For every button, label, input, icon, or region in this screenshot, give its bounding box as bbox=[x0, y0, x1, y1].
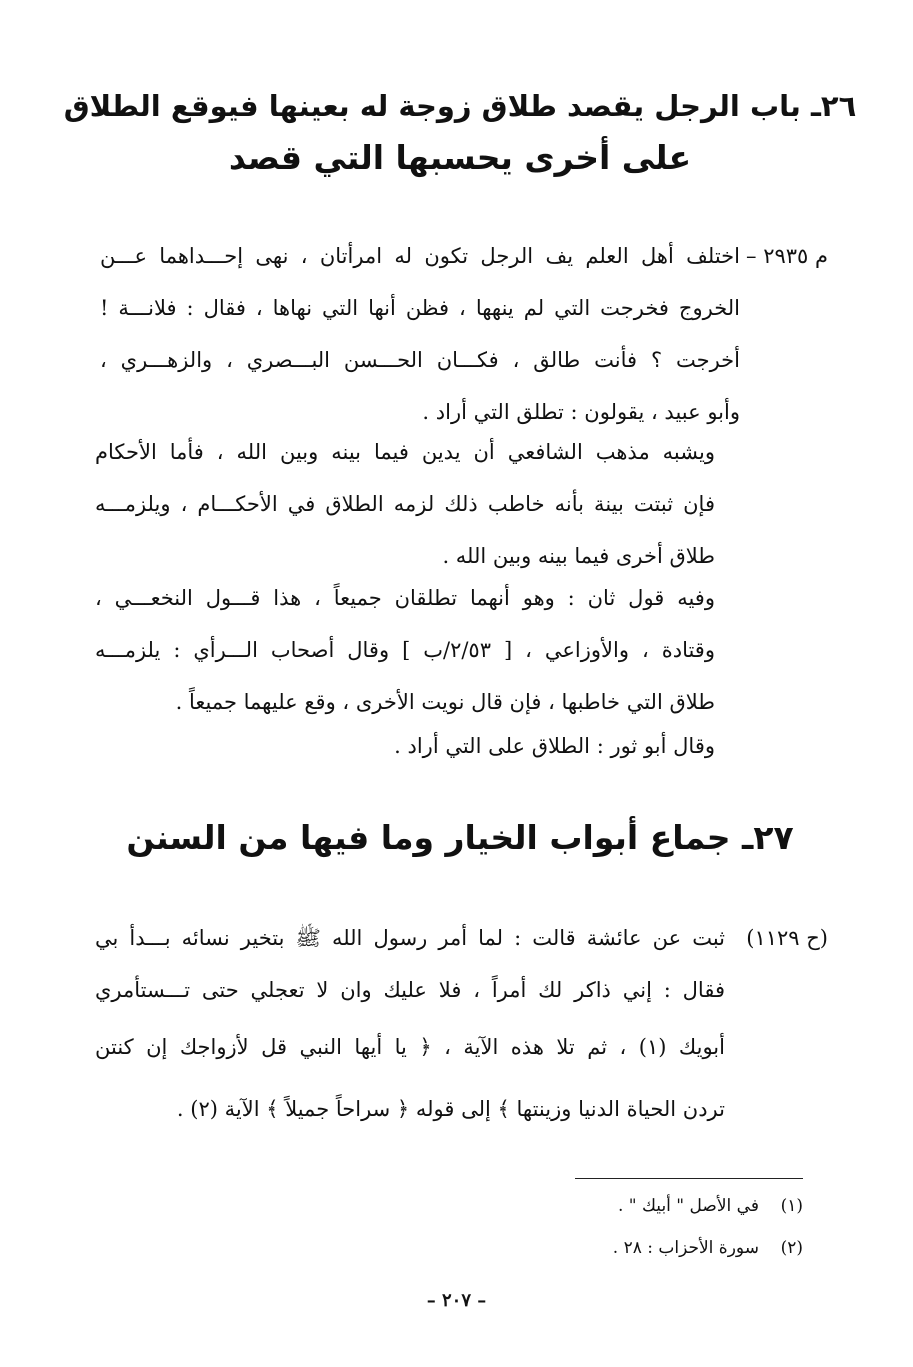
entry-2935-number: م ٢٩٣٥ – bbox=[746, 244, 828, 268]
hadith-1129-paragraph bbox=[95, 912, 725, 1140]
shafii-line-1: ويشبه مذهب الشافعي أن يدين فيما بينه وبين الله ، فأما الأحكام bbox=[95, 440, 715, 464]
second-opinion-line-2: وقتادة ، والأوزاعي ، [ ٢/٥٣/ب ] وقال أصحاب الـــرأي : يلزمـــه bbox=[95, 638, 715, 662]
second-opinion-paragraph bbox=[95, 572, 715, 728]
entry-2935-line-4: وأبو عبيد ، يقولون : تطلق التي أراد . bbox=[422, 400, 740, 424]
hadith-1129-line-3: أبويك (١) ، ثم تلا هذه الآية ، ﴿ يا أيها النبي قل لأزواجك إن كنتن bbox=[95, 1035, 725, 1059]
chapter-27-heading bbox=[60, 812, 860, 864]
hadith-1129-line-2: فقال : إني ذاكر لك أمراً ، فلا عليك وان لا تعجلي حتى تـــستأمري bbox=[95, 978, 725, 1002]
chapter-27-title: ٢٧ـ جماع أبواب الخيار وما فيها من السنن bbox=[126, 818, 794, 857]
second-opinion-line-3: طلاق التي خاطبها ، فإن قال نويت الأخرى ، وقع عليهما جميعاً . bbox=[175, 690, 715, 714]
chapter-26-title-line-2: على أخرى يحسبها التي قصد bbox=[228, 138, 692, 177]
chapter-26-heading bbox=[60, 80, 860, 184]
hadith-1129-line-4: تردن الحياة الدنيا وزينتها ﴾ إلى قوله ﴿ سراحاً جميلاً ﴾ الآية (٢) . bbox=[176, 1097, 725, 1121]
footnote-1 bbox=[618, 1196, 803, 1216]
entry-2935-line-3: أخرجت ؟ فأنت طالق ، فكـــان الحـــسن البـــصري ، والزهـــري ، bbox=[100, 348, 740, 372]
entry-2935-line-2: الخروج فخرجت التي لم ينهها ، فظن أنها التي نهاها ، فقال : فلانـــة ! bbox=[100, 296, 740, 320]
shafii-line-3: طلاق أخرى فيما بينه وبين الله . bbox=[442, 544, 715, 568]
footnote-divider bbox=[575, 1178, 803, 1179]
hadith-1129-line-1: ثبت عن عائشة قالت : لما أمر رسول الله ﷺ بتخير نسائه بـــدأ بي bbox=[95, 926, 725, 950]
abu-thawr-paragraph bbox=[95, 720, 715, 772]
entry-2935-line-1: اختلف أهل العلم يف الرجل تكون له امرأتان ، نهى إحـــداهما عـــن bbox=[100, 244, 740, 268]
page-number: – ٢٠٧ – bbox=[426, 1290, 487, 1311]
chapter-26-title-line-1: ٢٦ـ باب الرجل يقصد طلاق زوجة له بعينها فيوقع الطلاق bbox=[63, 89, 857, 123]
shafii-line-2: فإن ثبتت بينة بأنه خاطب ذلك لزمه الطلاق في الأحكـــام ، ويلزمـــه bbox=[95, 492, 715, 516]
footnote-2-marker: (٢) bbox=[780, 1238, 803, 1258]
second-opinion-line-1: وفيه قول ثان : وهو أنهما تطلقان جميعاً ، هذا قـــول النخعـــي ، bbox=[95, 586, 715, 610]
footnote-2 bbox=[613, 1238, 803, 1258]
shafii-paragraph bbox=[95, 426, 715, 582]
entry-2935-paragraph bbox=[100, 230, 740, 438]
footnote-1-marker: (١) bbox=[780, 1196, 803, 1216]
footnote-1-text: في الأصل " أبيك " . bbox=[617, 1196, 759, 1216]
abu-thawr-line: وقال أبو ثور : الطلاق على التي أراد . bbox=[394, 734, 715, 758]
footnote-2-text: سورة الأحزاب : ٢٨ . bbox=[612, 1238, 759, 1258]
hadith-1129-number: (ح ١١٢٩) bbox=[746, 926, 828, 950]
